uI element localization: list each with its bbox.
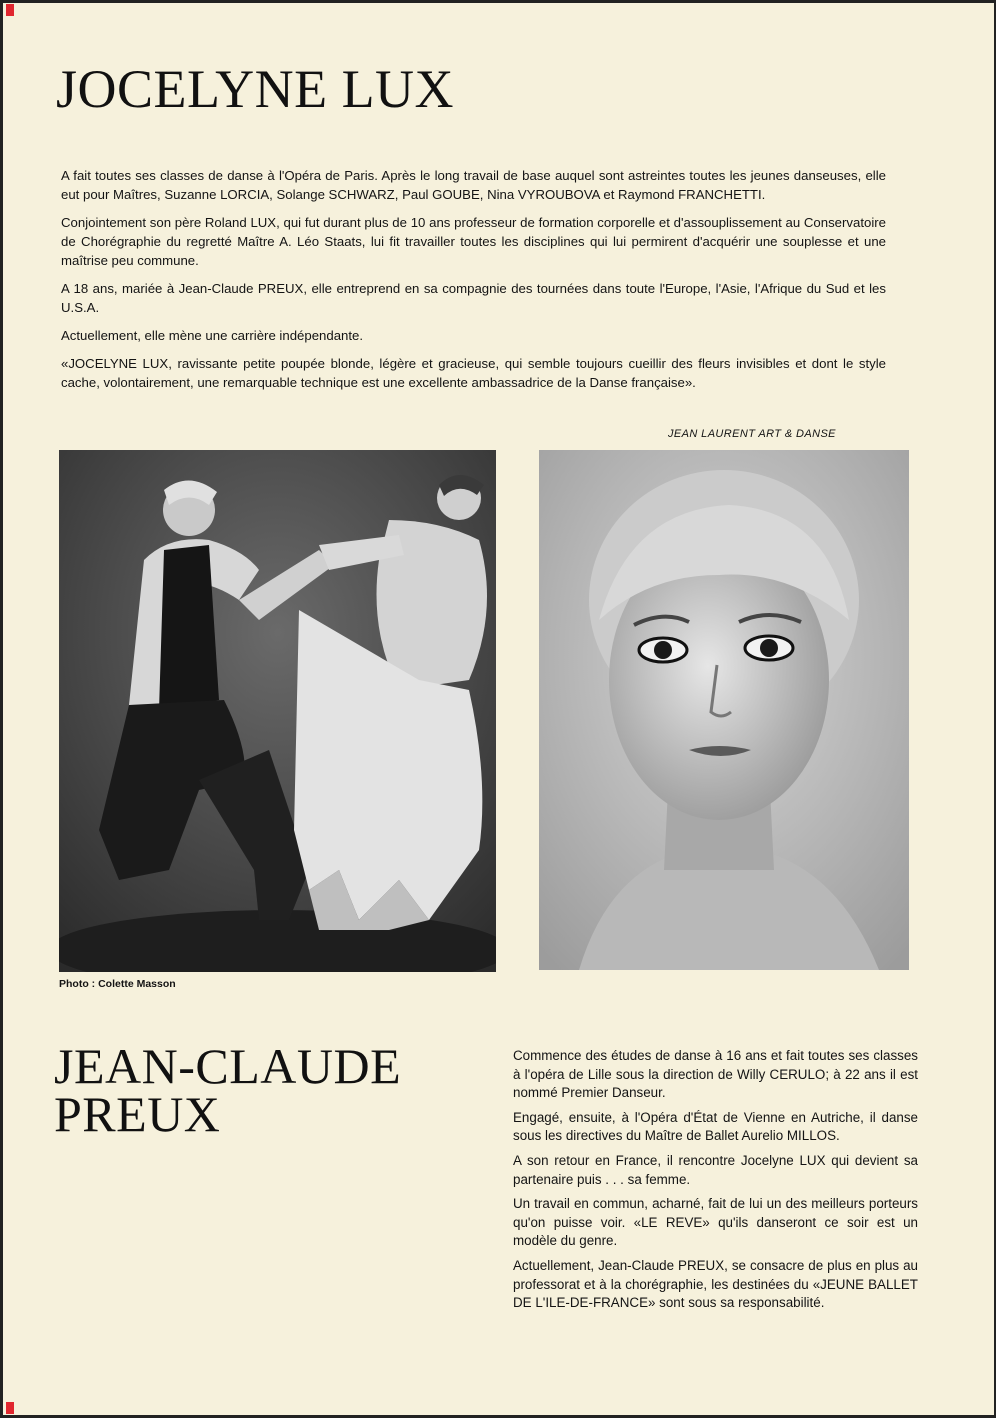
section2-paragraph: Engagé, ensuite, à l'Opéra d'État de Vienne en Autriche, il danse sous les directives du Maître de Ballet Aurelio MILLOS. [513, 1109, 918, 1144]
section1-paragraph: A fait toutes ses classes de danse à l'Opéra de Paris. Après le long travail de base auquel sont astreintes toutes les jeunes danseuses, elle eut pour Maîtres, Suzanne LORCIA, Solange SCHWARZ, Paul GOUBE, Nina VYROUBOVA et Raymond FRANCHETTI. [61, 168, 886, 202]
dance-couple-photo [59, 450, 496, 972]
section2-title-line2: PREUX [54, 1086, 221, 1142]
quote-credit: JEAN LAURENT ART & DANSE [668, 428, 836, 440]
corner-mark-bottom [6, 1402, 14, 1414]
section1-bio [61, 166, 886, 401]
section2-paragraph: Commence des études de danse à 16 ans et fait toutes ses classes à l'opéra de Lille sous la direction de Willy CERULO; à 22 ans il est nommé Premier Danseur. [513, 1048, 918, 1101]
section2-paragraph: Actuellement, Jean-Claude PREUX, se consacre de plus en plus au professorat et à la chorégraphie, les destinées du «JEUNE BALLET DE L'ILE-DE-FRANCE» sont sous sa responsabilité. [513, 1257, 918, 1311]
portrait-photo [539, 450, 909, 970]
dance-couple-illustration [59, 450, 496, 972]
section2-title-line1: JEAN-CLAUDE [54, 1038, 402, 1094]
section1-paragraph: Conjointement son père Roland LUX, qui fut durant plus de 10 ans professeur de formation corporelle et d'assouplissement au Conservatoire de Chorégraphie du regretté Maître A. Léo Staats, lui fit travailler toutes les disciplines qui lui permirent d'acquérir une souplesse et une maîtrise peu commune. [61, 215, 886, 268]
section2-title [54, 1038, 402, 1142]
section2-paragraph: A son retour en France, il rencontre Jocelyne LUX qui devient sa partenaire puis . . . sa femme. [513, 1152, 918, 1187]
section1-paragraph: Actuellement, elle mène une carrière indépendante. [61, 328, 364, 343]
portrait-illustration [539, 450, 909, 970]
corner-mark-top [6, 4, 14, 16]
photo-credit: Photo : Colette Masson [59, 978, 176, 990]
section1-quote: «JOCELYNE LUX, ravissante petite poupée blonde, légère et gracieuse, qui semble toujours cueillir des fleurs invisibles et dont le style cache, volontairement, une remarquable technique est une excellente ambassadrice de la Danse française». [61, 356, 886, 390]
section2-bio [513, 1047, 918, 1319]
section1-title: JOCELYNE LUX [56, 59, 455, 119]
section2-paragraph: Un travail en commun, acharné, fait de lui un des meilleurs porteurs qu'on puisse voir. «LE REVE» qu'ils danseront ce soir est un modèle du genre. [513, 1196, 918, 1249]
section1-paragraph: A 18 ans, mariée à Jean-Claude PREUX, elle entreprend en sa compagnie des tournées dans toute l'Europe, l'Asie, l'Afrique du Sud et les U.S.A. [61, 281, 886, 315]
